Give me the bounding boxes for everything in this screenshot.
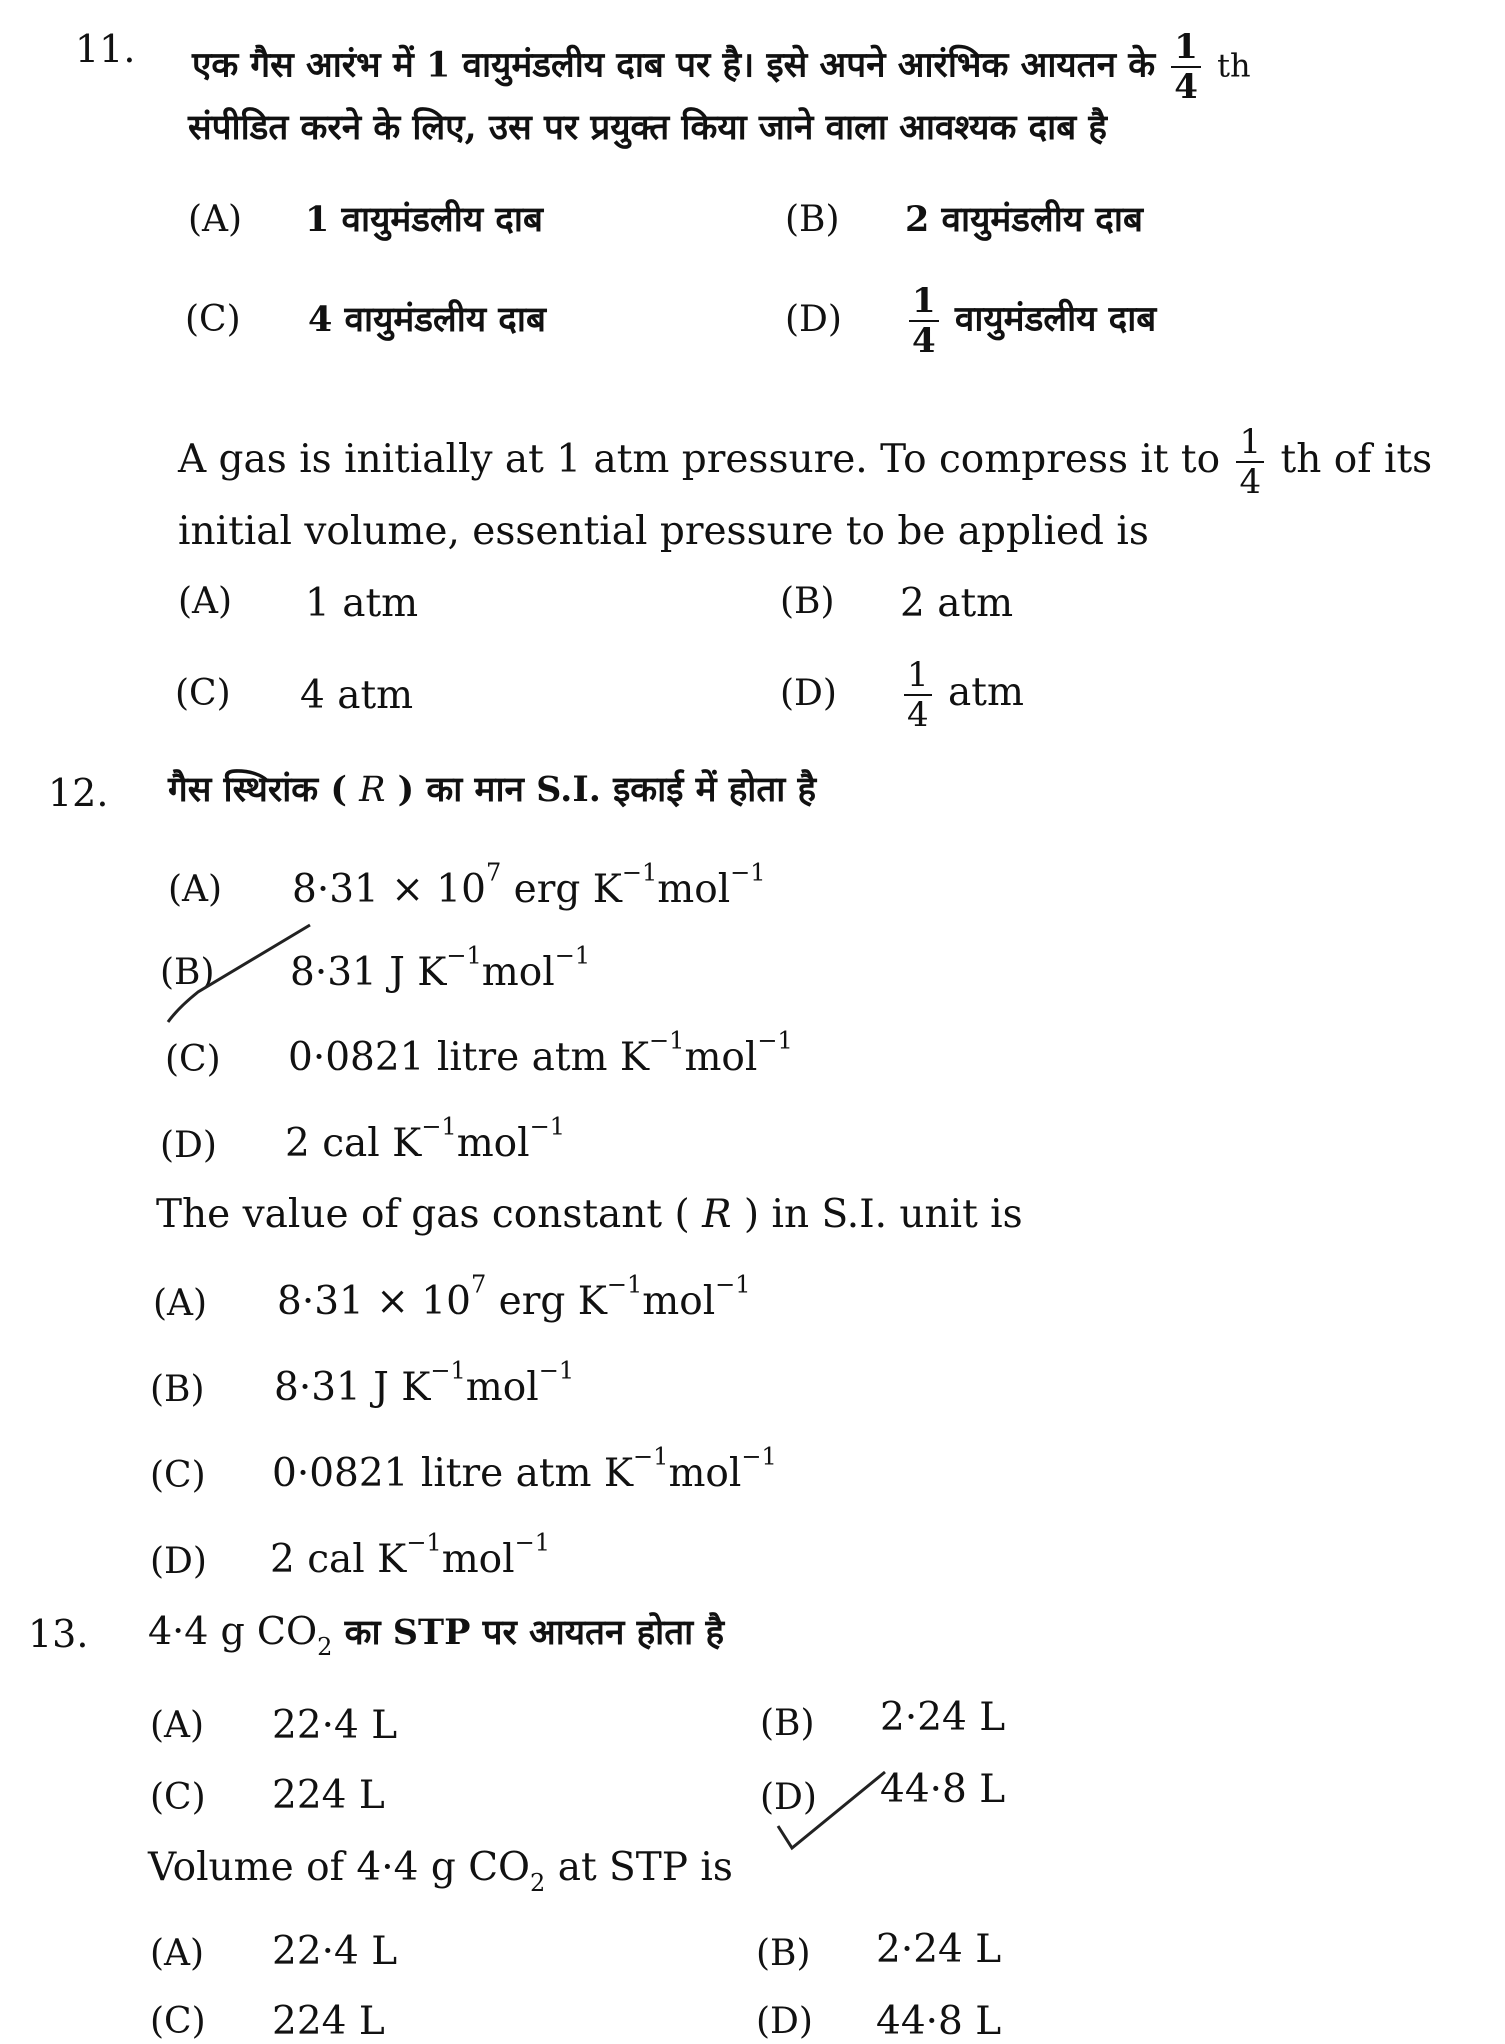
q12-hi-option-d-text <box>285 1112 566 1166</box>
q13-hi-option-a-label: (A) <box>150 1705 205 1746</box>
q11-en-option-a-text: 1 atm <box>305 581 419 626</box>
exponent: −1 <box>757 1026 793 1055</box>
q11-en-option-c-label: (C) <box>175 673 231 714</box>
option-value: 8·31 J K <box>290 950 447 995</box>
q12-en-option-b-text <box>274 1356 575 1410</box>
fraction-numerator: 1 <box>909 284 939 322</box>
fraction-denominator: 4 <box>907 695 929 735</box>
q13-hi-option-b-text: 2·24 L <box>880 1695 1006 1740</box>
exponent: −1 <box>606 1270 643 1299</box>
q11-hindi-line1 <box>192 27 1251 107</box>
q11-hi-option-d-unit: वायुमंडलीय दाब <box>954 298 1157 340</box>
question-number-11: 11. <box>75 27 136 71</box>
q11-english-th: th of its <box>1280 437 1433 482</box>
q13-hi-option-d-label: (D) <box>760 1777 817 1818</box>
q12-english-stem-a: The value of gas constant ( <box>156 1192 690 1237</box>
q11-english-fraction <box>1236 422 1264 502</box>
q13-hi-option-c-text: 224 L <box>272 1773 385 1818</box>
exponent: −1 <box>741 1442 777 1471</box>
q11-english-line1-text: A gas is initially at 1 atm pressure. To compress it to <box>178 437 1221 482</box>
q12-hi-option-b-text <box>290 941 591 995</box>
option-unit-mol: mol <box>668 1451 742 1496</box>
fraction-denominator: 4 <box>1239 462 1262 502</box>
q11-hi-option-c-label: (C) <box>185 299 241 340</box>
q13-hi-option-a-text: 22·4 L <box>272 1703 398 1748</box>
option-unit-mol: mol <box>684 1035 758 1080</box>
q12-en-option-c-text <box>272 1442 777 1496</box>
q11-hi-option-d-text <box>905 281 1157 361</box>
q11-en-option-d-text <box>900 655 1024 735</box>
q11-en-option-a-label: (A) <box>178 581 233 622</box>
q11-en-option-d-fraction <box>904 655 932 735</box>
option-value: 2 cal K <box>270 1537 407 1582</box>
fraction-denominator: 4 <box>912 321 936 361</box>
q13-en-option-c-label: (C) <box>150 2001 206 2042</box>
subscript: 2 <box>530 1868 546 1897</box>
q11-hindi-fraction <box>1171 27 1201 107</box>
q11-en-option-d-label: (D) <box>780 673 837 714</box>
q12-hi-option-c-text <box>288 1026 793 1080</box>
q12-hi-option-d-label: (D) <box>160 1125 217 1166</box>
exponent: −1 <box>406 1528 442 1557</box>
option-value: 0·0821 litre atm K <box>288 1035 650 1080</box>
q13-en-option-c-text: 224 L <box>272 1999 385 2044</box>
exponent: −1 <box>715 1270 751 1299</box>
q13-english-stem-a: Volume of 4·4 g CO <box>148 1845 531 1890</box>
q12-en-option-a-text <box>277 1270 751 1324</box>
q11-en-option-b-label: (B) <box>780 581 835 622</box>
exponent: −1 <box>430 1356 466 1385</box>
q12-hindi-variable: R <box>359 770 386 810</box>
exponent: −1 <box>514 1528 551 1557</box>
option-unit: erg K <box>486 1279 607 1324</box>
option-unit-mol: mol <box>441 1537 515 1582</box>
subscript: 2 <box>317 1632 333 1661</box>
q13-en-option-a-text: 22·4 L <box>272 1929 398 1974</box>
q13-hi-option-b-label: (B) <box>760 1703 815 1744</box>
exponent: −1 <box>730 858 766 887</box>
option-value: 2 cal K <box>285 1121 422 1166</box>
q11-hi-option-a-label: (A) <box>188 199 243 240</box>
q12-hi-option-b-label: (B) <box>160 952 215 993</box>
q13-hindi-stem-b: का STP पर आयतन होता है <box>332 1612 725 1653</box>
fraction-numerator: 1 <box>904 658 932 696</box>
q11-en-option-b-text: 2 atm <box>900 581 1014 626</box>
q11-hi-option-c-text: 4 वायुमंडलीय दाब <box>308 299 546 340</box>
q13-hindi-stem-a: 4·4 g CO <box>148 1609 318 1653</box>
q13-en-option-b-text: 2·24 L <box>876 1927 1002 1972</box>
q13-en-option-b-label: (B) <box>756 1933 811 1974</box>
q13-hi-option-c-label: (C) <box>150 1777 206 1818</box>
q12-en-option-d-label: (D) <box>150 1541 207 1582</box>
q13-hindi-stem <box>148 1609 725 1661</box>
q13-hi-option-d-text: 44·8 L <box>880 1767 1006 1812</box>
q11-hi-option-b-label: (B) <box>785 199 840 240</box>
q11-hindi-th: th <box>1217 46 1251 85</box>
exponent: −1 <box>529 1112 566 1141</box>
fraction-numerator: 1 <box>1171 30 1201 68</box>
exponent: −1 <box>649 1026 685 1055</box>
q12-en-option-a-label: (A) <box>153 1283 208 1324</box>
q11-hi-option-d-label: (D) <box>785 299 842 340</box>
q13-english-stem <box>148 1845 733 1897</box>
exponent: −1 <box>633 1442 669 1471</box>
q11-hindi-line2: संपीडित करने के लिए, उस पर प्रयुक्त किया जाने वाला आवश्यक दाब है <box>188 107 1107 148</box>
exponent: −1 <box>538 1356 575 1385</box>
option-unit-mol: mol <box>456 1121 530 1166</box>
exponent: 7 <box>485 858 502 887</box>
q13-en-option-a-label: (A) <box>150 1933 205 1974</box>
exponent: −1 <box>421 1112 457 1141</box>
option-value: 8·31 × 10 <box>292 867 486 912</box>
q11-english-line1 <box>178 422 1433 502</box>
q13-english-stem-b: at STP is <box>545 1845 733 1890</box>
q12-en-option-b-label: (B) <box>150 1369 205 1410</box>
q12-hindi-stem-a: गैस स्थिरांक ( <box>168 769 347 810</box>
question-number-13: 13. <box>28 1612 89 1656</box>
exponent: −1 <box>554 941 591 970</box>
q13-en-option-d-label: (D) <box>756 2001 813 2042</box>
q13-en-option-d-text: 44·8 L <box>876 1999 1002 2044</box>
q12-en-option-d-text <box>270 1528 551 1582</box>
q11-en-option-c-text: 4 atm <box>300 673 414 718</box>
q11-hi-option-d-fraction <box>909 281 939 361</box>
option-unit-mol: mol <box>481 950 555 995</box>
option-unit: erg K <box>501 867 622 912</box>
q11-hi-option-a-text: 1 वायुमंडलीय दाब <box>305 199 543 240</box>
q11-hindi-line1-text: एक गैस आरंभ में 1 वायुमंडलीय दाब पर है। इसे अपने आरंभिक आयतन के <box>192 44 1156 86</box>
q12-hi-option-a-label: (A) <box>168 869 223 910</box>
q12-english-stem-b: ) in S.I. unit is <box>743 1192 1023 1237</box>
option-value: 8·31 J K <box>274 1365 431 1410</box>
option-unit-mol: mol <box>465 1365 539 1410</box>
q12-hindi-stem-b: ) का मान S.I. इकाई में होता है <box>397 769 817 810</box>
q12-hi-option-a-text <box>292 858 766 912</box>
option-unit-mol: mol <box>657 867 731 912</box>
option-unit-mol: mol <box>642 1279 716 1324</box>
q12-english-stem <box>156 1192 1023 1237</box>
q12-en-option-c-label: (C) <box>150 1455 206 1496</box>
fraction-denominator: 4 <box>1174 67 1198 107</box>
q11-hi-option-b-text: 2 वायुमंडलीय दाब <box>905 199 1143 240</box>
q12-english-variable: R <box>702 1192 732 1237</box>
exponent: −1 <box>621 858 658 887</box>
exponent: −1 <box>446 941 482 970</box>
option-value: 0·0821 litre atm K <box>272 1451 634 1496</box>
q11-english-line2: initial volume, essential pressure to be applied is <box>178 509 1149 554</box>
q11-en-option-d-unit: atm <box>948 670 1024 715</box>
q12-hi-option-c-label: (C) <box>165 1039 221 1080</box>
exponent: 7 <box>470 1270 487 1299</box>
option-value: 8·31 × 10 <box>277 1279 471 1324</box>
fraction-numerator: 1 <box>1236 425 1264 463</box>
q12-hindi-stem <box>168 769 817 810</box>
question-number-12: 12. <box>48 771 109 815</box>
